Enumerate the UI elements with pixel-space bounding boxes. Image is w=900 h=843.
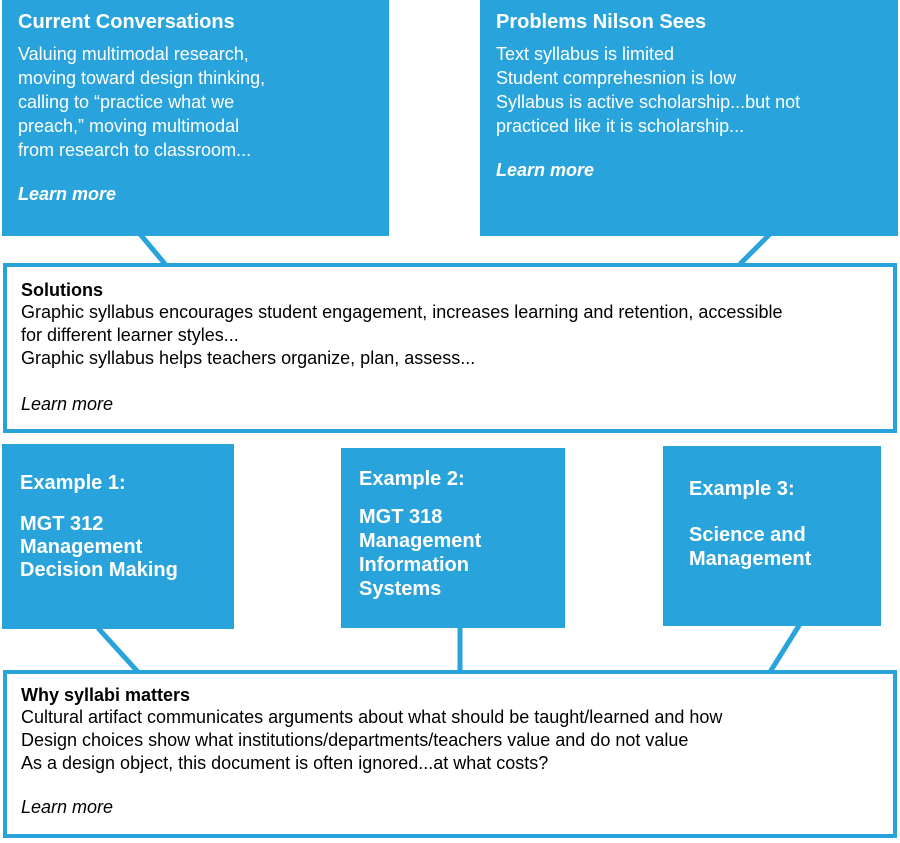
text-line: Management <box>689 548 812 570</box>
text-line: Cultural artifact communicates arguments about what should be taught/learned and how <box>21 707 723 727</box>
connector-example3-why <box>770 624 800 672</box>
text-line: Graphic syllabus encourages student engagement, increases learning and retention, accessible <box>21 302 783 322</box>
example-3-box[interactable] <box>663 446 881 626</box>
solutions-text <box>21 301 879 370</box>
why-syllabi-text <box>21 706 879 775</box>
text-line: Information <box>359 554 469 576</box>
current-conversations-text <box>18 42 373 162</box>
learn-more-link[interactable]: Learn more <box>18 184 117 204</box>
example-2-box[interactable] <box>341 448 565 628</box>
text-line: Science and <box>689 524 806 546</box>
text-line: for different learner styles... <box>21 325 239 345</box>
current-conversations-box <box>2 0 389 236</box>
text-line: Design choices show what institutions/departments/teachers value and do not value <box>21 730 689 750</box>
text-line: from research to classroom... <box>18 140 252 160</box>
learn-more-link[interactable]: Learn more <box>21 797 114 817</box>
example-text <box>359 505 549 601</box>
problems-title: Problems Nilson Sees <box>496 11 707 33</box>
problems-box <box>480 0 898 236</box>
example-heading: Example 3: <box>689 478 795 500</box>
text-line: Systems <box>359 578 442 600</box>
text-line: preach,” moving multimodal <box>18 116 240 136</box>
text-line: As a design object, this document is often ignored...at what costs? <box>21 753 549 773</box>
text-line: Syllabus is active scholarship...but not <box>496 92 801 112</box>
example-1-box[interactable] <box>2 444 234 629</box>
connector-problems-solutions <box>740 234 770 264</box>
solutions-title: Solutions <box>21 280 103 300</box>
connector-example1-why <box>98 628 138 672</box>
why-syllabi-title: Why syllabi matters <box>21 685 191 705</box>
text-line: Management <box>359 530 482 552</box>
learn-more-link[interactable]: Learn more <box>496 160 595 180</box>
example-heading: Example 1: <box>20 472 126 494</box>
text-line: Management <box>20 536 143 558</box>
text-line: Text syllabus is limited <box>496 44 675 64</box>
solutions-box <box>3 263 897 433</box>
why-syllabi-box <box>3 670 897 838</box>
learn-more-link[interactable]: Learn more <box>21 394 114 414</box>
text-line: Decision Making <box>20 559 178 581</box>
connector-conversations-solutions <box>140 234 165 264</box>
example-text <box>689 523 865 571</box>
current-conversations-title: Current Conversations <box>18 11 235 33</box>
text-line: practiced like it is scholarship... <box>496 116 745 136</box>
text-line: Valuing multimodal research, <box>18 44 249 64</box>
text-line: calling to “practice what we <box>18 92 235 112</box>
text-line: MGT 312 <box>20 513 104 535</box>
example-text <box>20 513 218 582</box>
text-line: moving toward design thinking, <box>18 68 266 88</box>
problems-text <box>496 42 882 138</box>
example-heading: Example 2: <box>359 468 465 490</box>
text-line: Graphic syllabus helps teachers organize, plan, assess... <box>21 348 476 368</box>
text-line: Student comprehesnion is low <box>496 68 737 88</box>
text-line: MGT 318 <box>359 506 443 528</box>
